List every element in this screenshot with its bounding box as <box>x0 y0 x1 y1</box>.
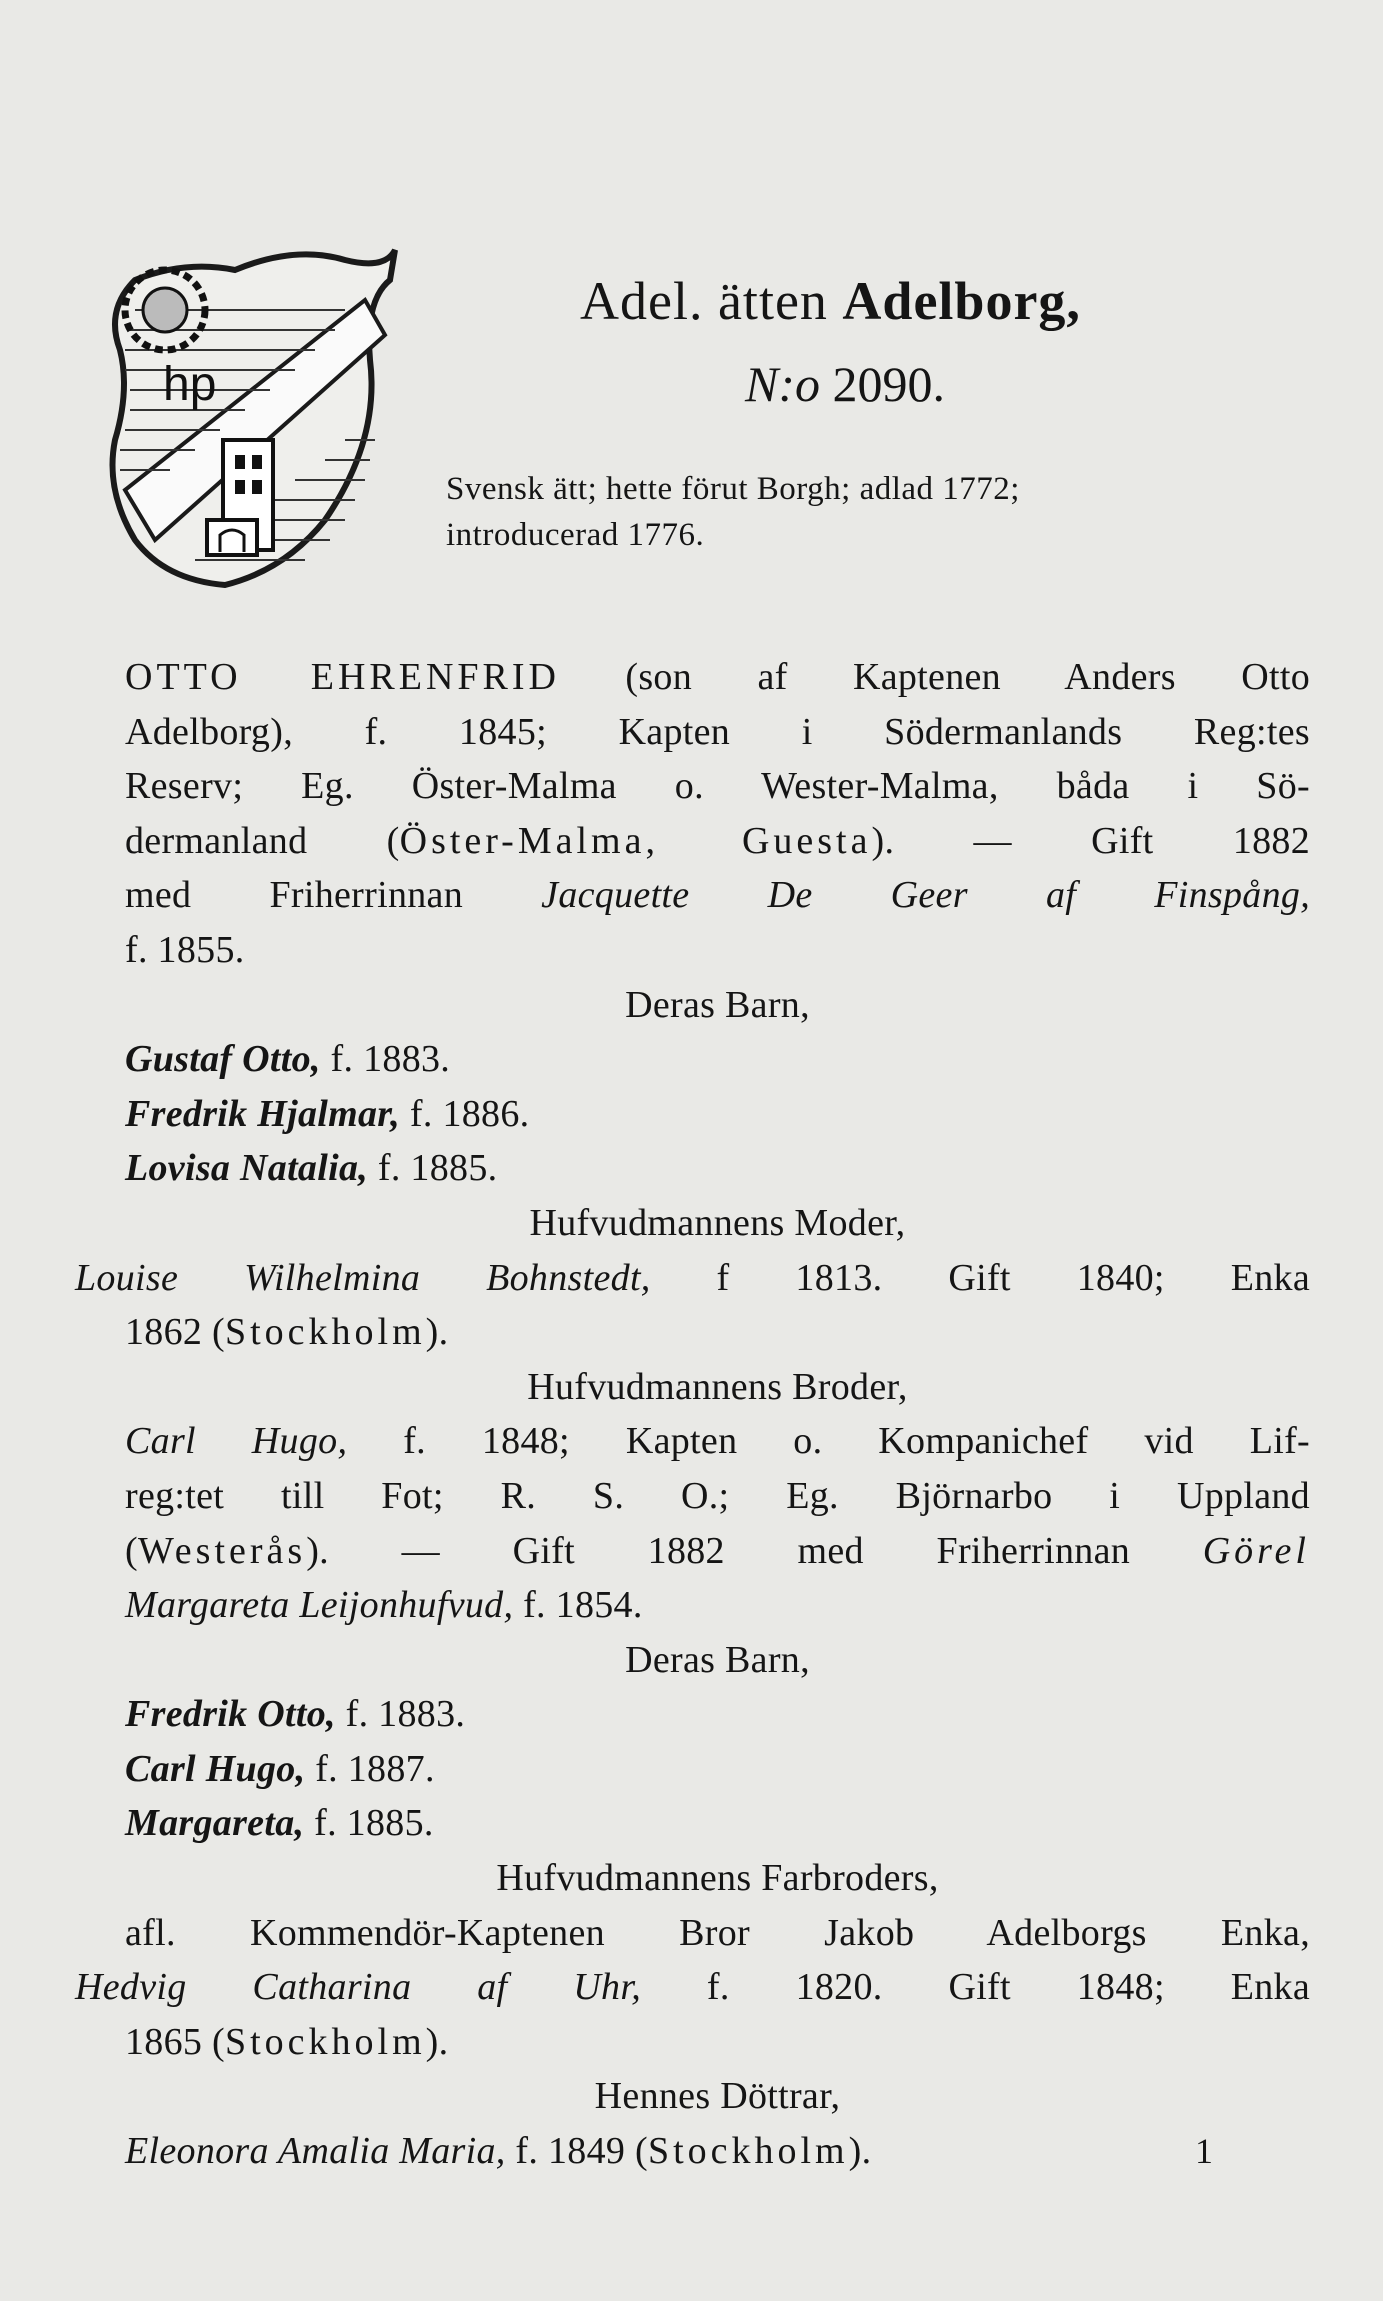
daughter-row: Eleonora Amalia Maria, f. 1849 (Stockholm). <box>125 2130 872 2173</box>
coat-of-arms-image <box>95 240 405 600</box>
mother-line-2: 1862 (Stockholm). <box>125 1311 449 1354</box>
head-line-6: f. 1855. <box>125 928 245 971</box>
uncle-line-2: Hedvig Catharina af Uhr, f. 1820. Gift 1848; Enka <box>75 1966 1310 2009</box>
uncle-line-3: 1865 (Stockholm). <box>125 2020 449 2063</box>
brother-line-4: Margareta Leijonhufvud, f. 1854. <box>125 1584 643 1627</box>
brother-children-heading: Deras Barn, <box>625 1638 810 1681</box>
family-intro: Svensk ätt; hette förut Borgh; adlad 1772; introducerad 1776. <box>446 471 1020 553</box>
uncle-line-1: afl. Kommendör-Kaptenen Bror Jakob Adelborgs Enka, <box>125 1911 1310 1954</box>
head-line-2: Adelborg), f. 1845; Kapten i Södermanlands Reg:tes <box>125 710 1310 753</box>
head-line-4: dermanland (Öster-Malma, Guesta). — Gift 1882 <box>125 819 1311 862</box>
page-number: 1 <box>1195 2131 1213 2171</box>
family-number: N:o 2090. <box>745 356 945 412</box>
child-row: Gustaf Otto, f. 1883. <box>125 1038 451 1081</box>
children-heading: Deras Barn, <box>625 983 810 1026</box>
mother-line-1: Louise Wilhelmina Bohnstedt, f 1813. Gift 1840; Enka <box>75 1256 1310 1299</box>
uncle-heading: Hufvudmannens Farbroders, <box>496 1857 939 1900</box>
genealogy-entry <box>75 650 1311 2179</box>
svg-text:hp: hp <box>163 358 217 411</box>
mother-heading: Hufvudmannens Moder, <box>529 1201 906 1244</box>
head-line-5: med Friherrinnan Jacquette De Geer af Finspång, <box>125 874 1311 917</box>
child-row: Lovisa Natalia, f. 1885. <box>125 1147 498 1190</box>
child-row: Margareta, f. 1885. <box>125 1802 434 1845</box>
child-row: Carl Hugo, f. 1887. <box>125 1747 435 1790</box>
child-row: Fredrik Hjalmar, f. 1886. <box>125 1092 530 1135</box>
brother-line-2: reg:tet till Fot; R. S. O.; Eg. Björnarbo i Uppland <box>125 1474 1310 1517</box>
brother-heading: Hufvudmannens Broder, <box>527 1365 908 1408</box>
head-line-3: Reserv; Eg. Öster-Malma o. Wester-Malma, båda i Sö- <box>125 765 1310 808</box>
head-line-1: OTTO EHRENFRID (son af Kaptenen Anders Otto <box>125 656 1310 698</box>
child-row: Fredrik Otto, f. 1883. <box>125 1693 466 1736</box>
brother-line-1: Carl Hugo, f. 1848; Kapten o. Kompanichef vid Lif- <box>125 1420 1310 1463</box>
page-title: Adel. ätten Adelborg, <box>580 271 1081 331</box>
family-name: Adelborg, <box>842 271 1081 331</box>
brother-line-3: (Westerås). — Gift 1882 med Friherrinnan Görel <box>125 1529 1310 1572</box>
daughters-heading: Hennes Döttrar, <box>594 2075 841 2118</box>
